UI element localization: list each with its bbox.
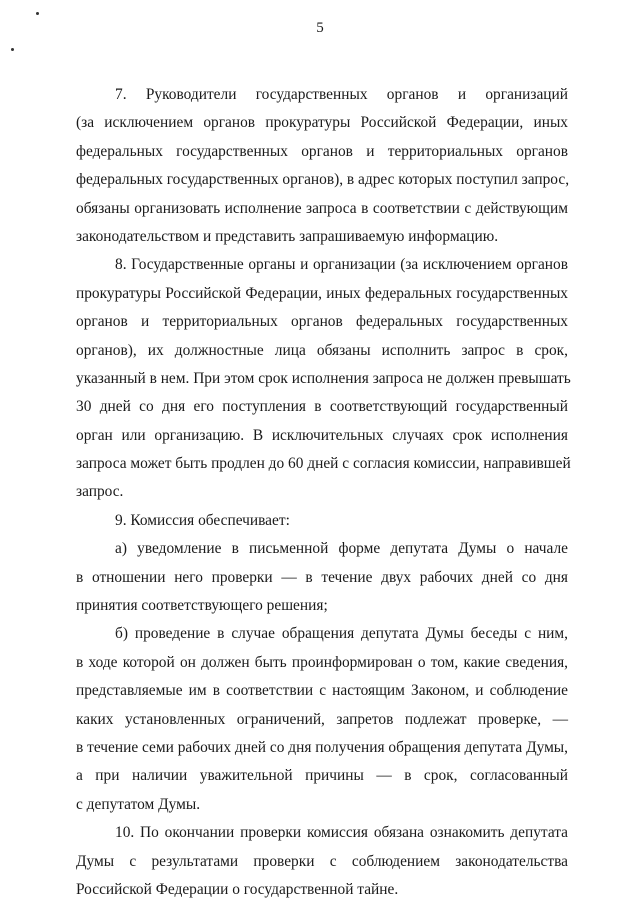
text-line: федеральных государственных органов и территориальных органов bbox=[76, 142, 568, 160]
scan-speck bbox=[11, 48, 14, 51]
text-line: в течение семи рабочих дней со дня получения обращения депутата Думы, bbox=[76, 738, 568, 756]
paragraph-7 bbox=[76, 81, 568, 251]
text-line: 8. Государственные органы и организации (за исключением органов bbox=[115, 256, 568, 274]
paragraph-8 bbox=[76, 251, 571, 507]
text-line: Думы с результатами проверки с соблюдением законодательства bbox=[76, 852, 568, 870]
page-number: 5 bbox=[316, 20, 324, 36]
paragraph-9 bbox=[76, 507, 568, 535]
paragraph-9b bbox=[76, 620, 568, 819]
text-line: обязаны организовать исполнение запроса в соответствии с действующим bbox=[76, 199, 568, 217]
text-line: запрос. bbox=[76, 483, 124, 501]
text-line: принятия соответствующего решения; bbox=[76, 597, 328, 615]
text-line: с депутатом Думы. bbox=[76, 795, 201, 813]
text-line: б) проведение в случае обращения депутата Думы беседы с ним, bbox=[115, 625, 568, 643]
text-line: законодательством и представить запрашиваемую информацию. bbox=[76, 227, 499, 245]
text-line: а при наличии уважительной причины — в срок, согласованный bbox=[76, 767, 568, 785]
scan-speck bbox=[36, 12, 39, 15]
text-line: органов), их должностные лица обязаны исполнить запрос в срок, bbox=[76, 341, 568, 359]
text-line: 30 дней со дня его поступления в соответствующий государственный bbox=[76, 398, 568, 416]
text-line: органов и территориальных органов федеральных государственных bbox=[76, 313, 568, 331]
text-line: представляемые им в соответствии с настоящим Законом, и соблюдение bbox=[76, 682, 568, 700]
text-line: 9. Комиссия обеспечивает: bbox=[115, 511, 290, 529]
text-line: (за исключением органов прокуратуры Российской Федерации, иных bbox=[76, 114, 568, 132]
text-line: каких установленных ограничений, запретов подлежат проверке, — bbox=[76, 710, 568, 728]
text-line: прокуратуры Российской Федерации, иных федеральных государственных bbox=[76, 284, 568, 302]
text-line: Российской Федерации о государственной тайне. bbox=[76, 880, 399, 898]
text-line: орган или организацию. В исключительных случаях срок исполнения bbox=[76, 426, 568, 444]
text-line: в ходе которой он должен быть проинформирован о том, какие сведения, bbox=[76, 653, 568, 671]
text-line: 7. Руководители государственных органов и организаций bbox=[115, 86, 568, 103]
text-line: указанный в нем. При этом срок исполнения запроса не должен превышать bbox=[76, 369, 571, 387]
paragraph-10 bbox=[76, 819, 568, 904]
text-line: в отношении него проверки — в течение двух рабочих дней со дня bbox=[76, 568, 568, 586]
text-line: 10. По окончании проверки комиссия обязана ознакомить депутата bbox=[115, 824, 568, 842]
text-line: запроса может быть продлен до 60 дней с согласия комиссии, направившей bbox=[76, 455, 571, 473]
text-line: федеральных государственных органов), в адрес которых поступил запрос, bbox=[76, 171, 570, 189]
text-line: а) уведомление в письменной форме депутата Думы о начале bbox=[115, 540, 568, 558]
paragraph-9a bbox=[76, 535, 568, 620]
document-body bbox=[76, 81, 571, 904]
